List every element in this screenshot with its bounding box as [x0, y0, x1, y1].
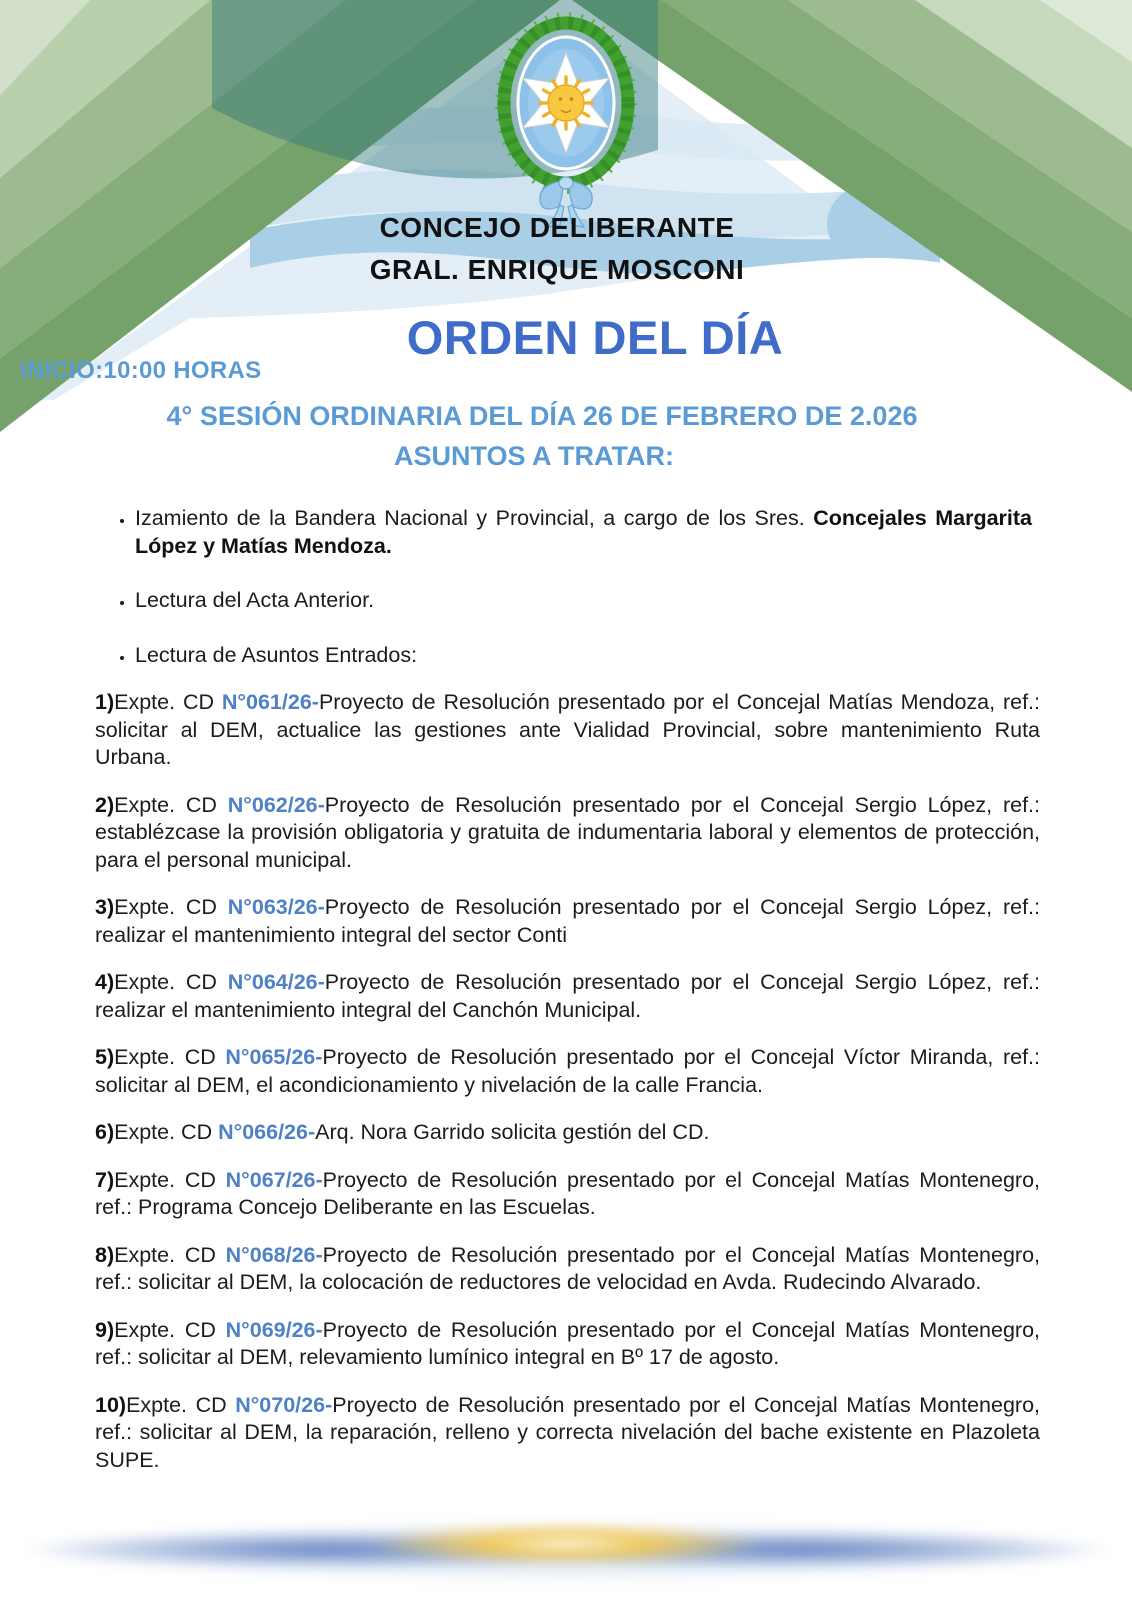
footer-horizon-glow — [0, 1498, 1132, 1590]
item-number: 10) — [95, 1392, 127, 1417]
item-number: 4) — [95, 970, 115, 994]
institution-name-line1: CONCEJO DELIBERANTE — [379, 212, 735, 243]
item-prefix: Expte. CD — [126, 1392, 236, 1417]
session-start-time: INICIO:10:00 HORAS — [20, 357, 262, 384]
agenda-item — [95, 1392, 1040, 1475]
agenda-item — [95, 1317, 1040, 1372]
item-description: Proyecto de Resolución presentado por el Concejal Matías Montenegro, ref.: solicitar al DEM, la reparación, relleno y correcta nivelación del bache existente en Plazoleta SUPE. — [95, 1392, 1041, 1472]
item-prefix: Expte. CD — [114, 895, 228, 919]
agenda-item — [95, 894, 1040, 949]
item-number: 5) — [95, 1045, 115, 1069]
preliminary-items-list — [95, 505, 1032, 669]
agenda-heading: ASUNTOS A TRATAR: — [394, 441, 674, 471]
item-file-number: N°068/26- — [225, 1242, 323, 1267]
item-prefix: Expte. CD — [114, 1120, 219, 1144]
item-file-number: N°065/26- — [225, 1045, 323, 1069]
item-file-number: N°062/26- — [227, 792, 325, 817]
agenda-item — [95, 1119, 1040, 1147]
list-item — [135, 642, 1032, 670]
list-item-text: Lectura de Asuntos Entrados: — [135, 642, 418, 667]
agenda-item — [95, 1167, 1040, 1222]
item-prefix: Expte. CD — [114, 1242, 226, 1267]
agenda-items — [0, 689, 1132, 1474]
item-description: Proyecto de Resolución presentado por el Concejal Matías Mendoza, ref.: solicitar al DEM, actualice las gestiones ante Vialidad Provincial, sobre mantenimiento Ruta Urbana. — [95, 690, 1040, 769]
item-number: 1) — [95, 690, 115, 714]
item-file-number: N°067/26- — [225, 1167, 323, 1192]
document-title: ORDEN DEL DÍA — [406, 311, 784, 364]
item-prefix: Expte. CD — [114, 1045, 226, 1069]
item-description: Arq. Nora Garrido solicita gestión del CD. — [315, 1120, 710, 1144]
item-file-number: N°066/26- — [218, 1120, 316, 1144]
item-number: 2) — [95, 792, 115, 817]
agenda-item — [95, 689, 1040, 772]
item-prefix: Expte. CD — [114, 1167, 226, 1192]
item-file-number: N°069/26- — [225, 1317, 323, 1342]
agenda-item — [95, 792, 1040, 875]
agenda-item — [95, 1044, 1040, 1099]
list-item — [135, 587, 1032, 615]
item-file-number: N°061/26- — [221, 690, 319, 714]
item-number: 9) — [95, 1317, 115, 1342]
item-description: Proyecto de Resolución presentado por el Concejal Sergio López, ref.: establézcase la provisión obligatoria y gratuita de indumentaria laboral y elementos de protección, para el personal municipal. — [95, 792, 1040, 872]
agenda-item — [95, 969, 1040, 1024]
item-description: Proyecto de Resolución presentado por el Concejal Matías Montenegro, ref.: solicitar al DEM, relevamiento lumínico integral en Bº 17 de agosto. — [95, 1317, 1041, 1369]
item-file-number: N°063/26- — [227, 895, 325, 919]
list-item — [135, 505, 1032, 560]
item-number: 6) — [95, 1120, 115, 1144]
item-description: Proyecto de Resolución presentado por el Concejal Víctor Miranda, ref.: solicitar al DEM, el acondicionamiento y nivelación de la calle Francia. — [95, 1045, 1041, 1097]
item-description: Proyecto de Resolución presentado por el Concejal Sergio López, ref.: realizar el mantenimiento integral del sector Conti — [95, 895, 1040, 947]
item-number: 3) — [95, 895, 115, 919]
item-file-number: N°064/26- — [227, 970, 325, 994]
agenda-item — [95, 1242, 1040, 1297]
institution-name-line2: GRAL. ENRIQUE MOSCONI — [369, 254, 745, 285]
item-prefix: Expte. CD — [114, 792, 228, 817]
item-description: Proyecto de Resolución presentado por el Concejal Matías Montenegro, ref.: solicitar al DEM, la colocación de reductores de velocidad en Avda. Rudecindo Alvarado. — [95, 1242, 1041, 1294]
item-prefix: Expte. CD — [114, 690, 222, 714]
list-item-bold-text: Concejales Margarita López y Matías Mendoza. — [135, 506, 1033, 558]
list-item-text: Lectura del Acta Anterior. — [135, 588, 375, 612]
item-number: 8) — [95, 1242, 115, 1267]
item-prefix: Expte. CD — [114, 970, 228, 994]
item-number: 7) — [95, 1167, 115, 1192]
item-description: Proyecto de Resolución presentado por el Concejal Sergio López, ref.: realizar el mantenimiento integral del Canchón Municipal. — [95, 970, 1040, 1022]
item-file-number: N°070/26- — [235, 1392, 333, 1417]
item-prefix: Expte. CD — [114, 1317, 226, 1342]
session-title: 4° SESIÓN ORDINARIA DEL DÍA 26 DE FEBRERO DE 2.026 — [166, 401, 918, 431]
list-item-text: Izamiento de la Bandera Nacional y Provincial, a cargo de los Sres. — [135, 506, 814, 530]
item-description: Proyecto de Resolución presentado por el Concejal Matías Montenegro, ref.: Programa Concejo Deliberante en las Escuelas. — [95, 1167, 1041, 1219]
